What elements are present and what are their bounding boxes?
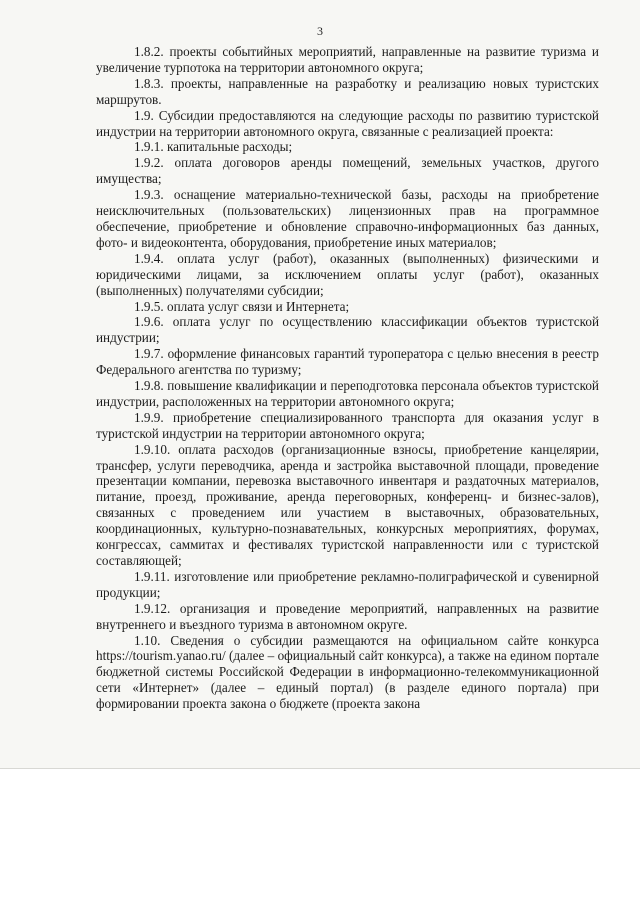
paragraph: 1.9.2. оплата договоров аренды помещений, земельных участков, другого имущества; [96, 155, 599, 187]
paragraph: 1.9.12. организация и проведение мероприятий, направленных на развитие внутреннего и въездного туризма в автономном округе. [96, 600, 599, 632]
paragraph: 1.9.6. оплата услуг по осуществлению классификации объектов туристской индустрии; [96, 314, 599, 346]
paragraph: 1.9.11. изготовление или приобретение рекламно-полиграфической и сувенирной продукции; [96, 568, 599, 600]
page-number: 3 [317, 24, 323, 38]
paragraph: 1.9.10. оплата расходов (организационные взносы, приобретение канцелярии, трансфер, услуги переводчика, аренда и застройка выставочной площади, проведение презентации компании, перевозка выставочного инвентаря и раздаточных материалов, питание, проезд, проживание, аренда переговорных, конференц- и бизнес-залов), связанных с проведением или участием в выставочных, образовательных, координационных, культурно-познавательных, конкурсных мероприятиях, форумах, конгрессах, саммитах и фестивалях туристской направленности или с туристской составляющей; [96, 441, 599, 568]
document-body [96, 44, 599, 712]
paragraph: 1.8.2. проекты событийных мероприятий, направленные на развитие туризма и увеличение турпотока на территории автономного округа; [96, 44, 599, 75]
paragraph: 1.9. Субсидии предоставляются на следующие расходы по развитию туристской индустрии на территории автономного округа, связанные с реализацией проекта: [96, 107, 599, 139]
paragraph: 1.9.4. оплата услуг (работ), оказанных (выполненных) физическими и юридическими лицами, за исключением оплаты услуг (работ), оказанных (выполненных) получателями субсидии; [96, 250, 599, 298]
paragraph: 1.9.8. повышение квалификации и переподготовка персонала объектов туристской индустрии, расположенных на территории автономного округа; [96, 378, 599, 409]
paragraph: 1.9.3. оснащение материально-технической базы, расходы на приобретение неисключительных (пользовательских) лицензионных прав на программное обеспечение, приобретение и обновление справочно-информационных баз данных, фото- и видеоконтента, оборудования, приобретение иных материалов; [96, 187, 599, 250]
paragraph: 1.10. Сведения о субсидии размещаются на официальном сайте конкурса https://tourism.yanao.ru/ (далее – официальный сайт конкурса), а также на едином портале бюджетной системы Российской Федерации в информационно-телекоммуникационной сети «Интернет» (далее – единый портал) (в разделе единого портала) при формировании проекта закона о бюджете (проекта закона [96, 632, 599, 712]
paragraph: 1.9.5. оплата услуг связи и Интернета; [134, 298, 350, 314]
paragraph: 1.9.7. оформление финансовых гарантий туроператора с целью внесения в реестр Федерального агентства по туризму; [96, 346, 599, 378]
paragraph: 1.9.9. приобретение специализированного транспорта для оказания услуг в туристской индустрии на территории автономного округа; [96, 409, 599, 441]
paragraph: 1.8.3. проекты, направленные на разработку и реализацию новых туристских маршрутов. [96, 75, 599, 107]
paragraph: 1.9.1. капитальные расходы; [134, 139, 293, 155]
blank-area [0, 769, 640, 905]
